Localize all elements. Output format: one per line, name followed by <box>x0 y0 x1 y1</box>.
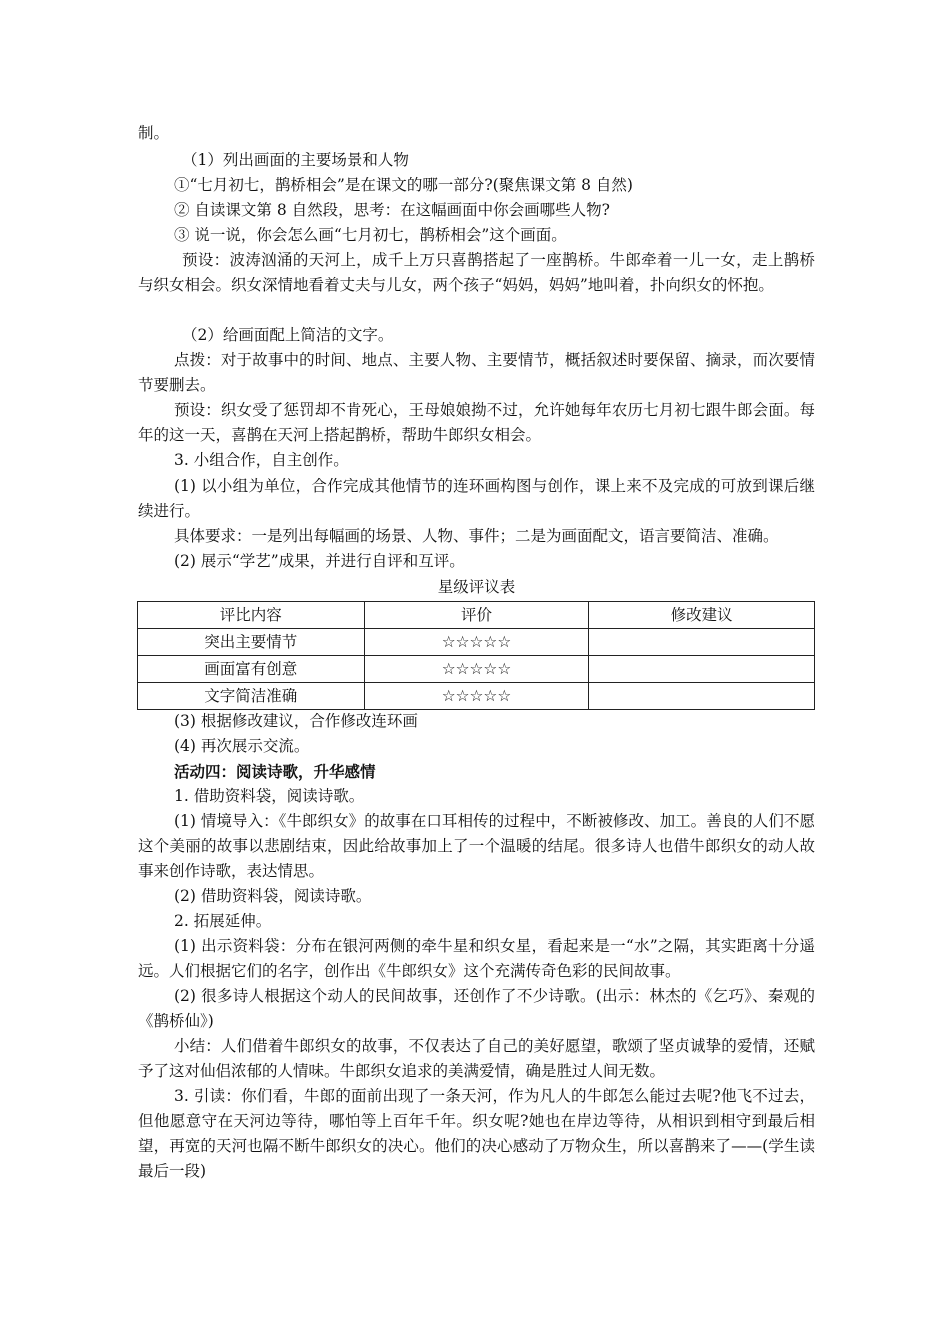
intro-paragraph: (1) 情境导入：《牛郎织女》的故事在口耳相传的过程中，不断被修改、加工。善良的人们不愿这个美丽的故事以悲剧结束，因此给故事加上了一个温暖的结尾。很多诗人也借牛郎织女的动人故事来创作诗歌，表达情思。 <box>138 812 815 880</box>
suggestion-cell <box>589 629 815 656</box>
section-3-heading: 3. 小组合作，自主创作。 <box>174 451 349 469</box>
suggestion-cell <box>589 683 815 710</box>
section-1-heading: 1. 借助资料袋，阅读诗歌。 <box>174 787 365 805</box>
criteria-cell: 画面富有创意 <box>138 656 365 683</box>
question-2: ② 自读课文第 8 自然段，思考：在这幅画面中你会画哪些人物? <box>174 201 610 219</box>
star-rating-cell: ☆☆☆☆☆ <box>364 629 589 656</box>
criteria-cell: 文字简洁准确 <box>138 683 365 710</box>
header-rating: 评价 <box>364 602 589 629</box>
criteria-cell: 突出主要情节 <box>138 629 365 656</box>
star-rating-cell: ☆☆☆☆☆ <box>364 683 589 710</box>
group-task-paragraph: (1) 以小组为单位，合作完成其他情节的连环画构图与创作，课上来不及完成的可放到课后继续进行。 <box>138 477 815 520</box>
star-rating-cell: ☆☆☆☆☆ <box>364 656 589 683</box>
preset-paragraph-2: 预设：织女受了惩罚却不肯死心，王母娘娘拗不过，允许她每年农历七月初七跟牛郎会面。每年的这一天，喜鹊在天河上搭起鹊桥，帮助牛郎织女相会。 <box>138 401 815 444</box>
materials-paragraph: (1) 出示资料袋：分布在银河两侧的牵牛星和织女星，看起来是一“水”之隔，其实距离十分遥远。人们根据它们的名字，创作出《牛郎织女》这个充满传奇色彩的民间故事。 <box>138 937 815 980</box>
guided-reading-paragraph: 3. 引读：你们看，牛郎的面前出现了一条天河，作为凡人的牛郎怎么能过去呢?他飞不过去，但他愿意守在天河边等待，哪怕等上百年千年。织女呢?她也在岸边等待，从相识到相守到最后相望，再宽的天河也隔不断牛郎织女的决心。他们的决心感动了万物众生，所以喜鹊来了——(学生读最后一段) <box>138 1087 815 1180</box>
header-criteria: 评比内容 <box>138 602 365 629</box>
revise-line: (3) 根据修改建议，合作修改连环画 <box>174 712 418 730</box>
section-2-heading: 2. 拓展延伸。 <box>174 912 272 930</box>
suggestion-cell <box>589 656 815 683</box>
table-row <box>138 629 815 656</box>
rating-table <box>137 601 815 710</box>
table-row <box>138 683 815 710</box>
exchange-line: (4) 再次展示交流。 <box>174 737 310 755</box>
read-poem-line: (2) 借助资料袋，阅读诗歌。 <box>174 887 372 905</box>
requirements-line: 具体要求：一是列出每幅画的场景、人物、事件；二是为画面配文，语言要简洁、准确。 <box>174 527 779 545</box>
step-2-heading: （2）给画面配上简洁的文字。 <box>182 326 394 344</box>
activity-4-heading: 活动四：阅读诗歌，升华感情 <box>174 762 376 781</box>
table-header-row <box>138 602 815 629</box>
question-1: ①“七月初七，鹊桥相会”是在课文的哪一部分?(聚焦课文第 8 自然) <box>174 176 633 194</box>
table-caption: 星级评议表 <box>437 578 516 596</box>
paragraph-continuation: 制。 <box>138 124 170 142</box>
table-row <box>138 656 815 683</box>
summary-paragraph: 小结：人们借着牛郎织女的故事，不仅表达了自己的美好愿望，歌颂了坚贞诚挚的爱情，还赋予了这对仙侣浓郁的人情味。牛郎织女追求的美满爱情，确是胜过人间无数。 <box>138 1037 815 1080</box>
header-suggestion: 修改建议 <box>589 602 815 629</box>
poems-paragraph: (2) 很多诗人根据这个动人的民间故事，还创作了不少诗歌。(出示：林杰的《乞巧》、秦观的《鹊桥仙》) <box>138 987 815 1030</box>
preset-paragraph-1: 预设：波涛汹涌的天河上，成千上万只喜鹊搭起了一座鹊桥。牛郎牵着一儿一女，走上鹊桥与织女相会。织女深情地看着丈夫与儿女，两个孩子“妈妈，妈妈”地叫着，扑向织女的怀抱。 <box>138 251 815 294</box>
step-1-heading: （1）列出画面的主要场景和人物 <box>182 151 409 169</box>
hint-paragraph: 点拨：对于故事中的时间、地点、主要人物、主要情节，概括叙述时要保留、摘录，而次要情节要删去。 <box>138 351 815 394</box>
question-3: ③ 说一说，你会怎么画“七月初七，鹊桥相会”这个画面。 <box>174 226 567 244</box>
showcase-line: (2) 展示“学艺”成果，并进行自评和互评。 <box>174 552 465 570</box>
